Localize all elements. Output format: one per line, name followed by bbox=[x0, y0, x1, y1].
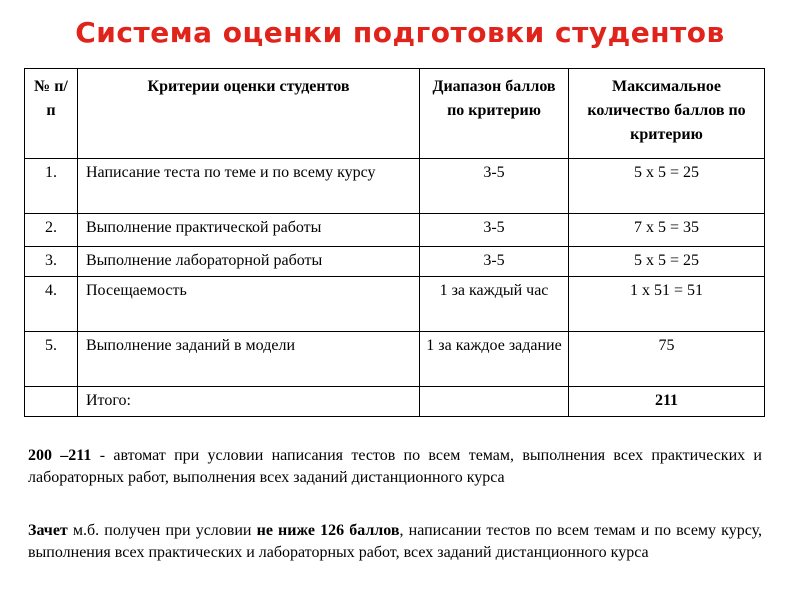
row-range: 1 за каждое задание bbox=[420, 332, 569, 387]
row-number: 4. bbox=[25, 277, 78, 332]
row-range: 1 за каждый час bbox=[420, 277, 569, 332]
table-row bbox=[25, 159, 765, 214]
row-criterion: Посещаемость bbox=[78, 277, 420, 332]
note-automatic-pass bbox=[28, 445, 762, 489]
note2-credit-label: Зачет bbox=[28, 522, 68, 539]
total-number-cell bbox=[25, 387, 78, 417]
note2-text-2: , написании тестов по всем темам и по всему курсу, выполнения всех практических и лабораторных работ, всех заданий дистанционного курса bbox=[28, 522, 763, 561]
note1-score-range: 200 –211 bbox=[28, 447, 92, 464]
row-max: 5 х 5 = 25 bbox=[569, 159, 765, 214]
row-range: 3-5 bbox=[420, 214, 569, 247]
row-number: 2. bbox=[25, 214, 78, 247]
note1-text: - автомат при условии написания тестов по всем темам, выполнения всех практических и лабораторных работ, выполнения всех заданий дистанционного курса bbox=[28, 447, 762, 486]
table-row bbox=[25, 332, 765, 387]
note-credit-conditions bbox=[28, 520, 762, 564]
row-max: 1 х 51 = 51 bbox=[569, 277, 765, 332]
row-range: 3-5 bbox=[420, 247, 569, 277]
header-range: Диапазон баллов по критерию bbox=[420, 69, 569, 159]
table-row bbox=[25, 247, 765, 277]
row-criterion: Выполнение заданий в модели bbox=[78, 332, 420, 387]
row-max: 7 х 5 = 35 bbox=[569, 214, 765, 247]
row-number: 3. bbox=[25, 247, 78, 277]
row-number: 5. bbox=[25, 332, 78, 387]
total-value-text: 211 bbox=[654, 392, 679, 409]
note2-text-1: м.б. получен при условии bbox=[67, 522, 257, 539]
header-number: № п/п bbox=[25, 69, 78, 159]
page-title: Система оценки подготовки студентов bbox=[75, 16, 725, 49]
note2-min-score: не ниже 126 баллов bbox=[256, 522, 400, 539]
table-total-row bbox=[25, 387, 765, 417]
total-label: Итого: bbox=[78, 387, 420, 417]
header-criterion: Критерии оценки студентов bbox=[78, 69, 420, 159]
table-row bbox=[25, 277, 765, 332]
row-number: 1. bbox=[25, 159, 78, 214]
table-header-row bbox=[25, 69, 765, 159]
header-max: Максимальное количество баллов по критерию bbox=[569, 69, 765, 159]
total-value bbox=[569, 387, 765, 417]
row-range: 3-5 bbox=[420, 159, 569, 214]
row-criterion: Выполнение практической работы bbox=[78, 214, 420, 247]
grading-table bbox=[24, 68, 765, 417]
row-criterion: Выполнение лабораторной работы bbox=[78, 247, 420, 277]
row-criterion: Написание теста по теме и по всему курсу bbox=[78, 159, 420, 214]
table-row bbox=[25, 214, 765, 247]
row-max: 5 х 5 = 25 bbox=[569, 247, 765, 277]
total-range-cell bbox=[420, 387, 569, 417]
row-max: 75 bbox=[569, 332, 765, 387]
